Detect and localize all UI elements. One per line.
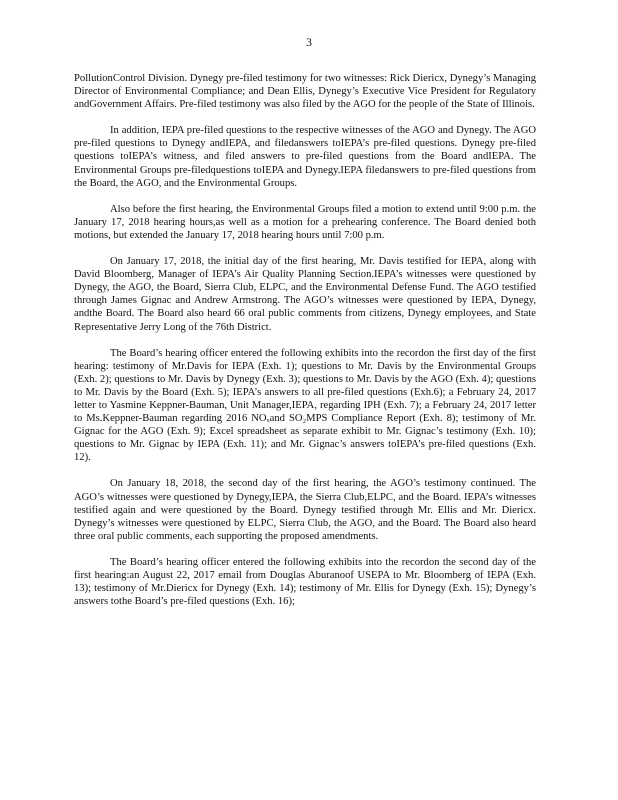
paragraph-2: In addition, IEPA pre-filed questions to the respective witnesses of the AGO and Dynegy. The AGO pre-filed questions to Dynegy andIEPA, and filedanswers toIEPA’s pre-filed questions. Dynegy pre-filed questions toIEPA’s witness, and filed answers to pre-filed questions from the Board andIEPA. The Environmental Groups pre-filedquestions toIEPA and Dynegy.IEPA filedanswers to pre-filed questions from the Board, the AGO, and the Environmental Groups. <box>74 125 536 189</box>
paragraph-7: The Board’s hearing officer entered the following exhibits into the recordon the second day of the first hearing:an August 22, 2017 email from Douglas Aburanoof USEPA to Mr. Bloomberg of IEPA (Exh. 13); testimony of Mr.Diericx for Dynegy (Exh. 14); testimony of Mr. Ellis for Dynegy (Exh. 15); Dynegy’s answers tothe Board’s pre-filed questions (Exh. 16); <box>74 556 536 608</box>
paragraph-4: On January 17, 2018, the initial day of the first hearing, Mr. Davis testified for IEPA, along with David Bloomberg, Manager of IEPA’s Air Quality Planning Section.IEPA’s witnesses were questioned by Dynegy, the AGO, the Board, Sierra Club, ELPC, and the Environmental Defense Fund. The AGO testified through James Gignac and Andrew Armstrong. The AGO’s witnesses were questioned by IEPA, Dynegy, andthe Board. The Board also heard 66 oral public comments from citizens, Dynegy employees, and State Representative Jerry Long of the 76th District. <box>74 256 536 333</box>
paragraph-3: Also before the first hearing, the Environmental Groups filed a motion to extend until 9:00 p.m. the January 17, 2018 hearing hours,as well as a motion for a prehearing conference. The Board denied both motions, but extended the January 17, 2018 hearing hours until 7:00 p.m. <box>74 203 536 241</box>
document-body <box>74 72 536 621</box>
paragraph-1: PollutionControl Division. Dynegy pre-filed testimony for two witnesses: Rick Diericx, Dynegy’s Managing Director of Environmental Compliance; and Dean Ellis, Dynegy’s Executive Vice President for Regulatory andGovernment Affairs. Pre-filed testimony was also filed by the AGO for the people of the State of Illinois. <box>74 73 536 111</box>
paragraph-5: The Board’s hearing officer entered the following exhibits into the recordon the first day of the first hearing: testimony of Mr.Davis for IEPA (Exh. 1); questions to Mr. Davis by the Environmental Groups (Exh. 2); questions to Mr. Davis by Dynegy (Exh. 3); questions to Mr. Davis by the AGO (Exh. 4); questions to Mr. Davis by the Board (Exh. 5); IEPA’s answers to all pre-filed questions (Exh.6); a February 24, 2017 letter to Yasmine Keppner-Bauman, Unit Manager,IEPA, regarding IPH (Exh. 7); a February 24, 2017 letter to Ms.Keppner-Bauman regarding 2016 NOₓand SO₂MPS Compliance Report (Exh. 8); testimony of Mr. Gignac for the AGO (Exh. 9); Excel spreadsheet as separate exhibit to Mr. Gignac’s testimony (Exh. 10); questions to Mr. Gignac by IEPA (Exh. 11); and Mr. Gignac’s answers toIEPA’s pre-filed questions (Exh. 12). <box>74 347 536 464</box>
paragraph-6: On January 18, 2018, the second day of the first hearing, the AGO’s testimony continued. The AGO’s witnesses were questioned by Dynegy,IEPA, the Sierra Club,ELPC, and the Board. IEPA’s witnesses testified again and were questioned by the Board. Dynegy testified through Mr. Ellis and Mr. Diericx. Dynegy’s witnesses were questioned by ELPC, Sierra Club, the AGO, and the Board. The Board also heard three oral public comments, each supporting the proposed amendments. <box>74 478 536 542</box>
page-number: 3 <box>306 37 312 49</box>
